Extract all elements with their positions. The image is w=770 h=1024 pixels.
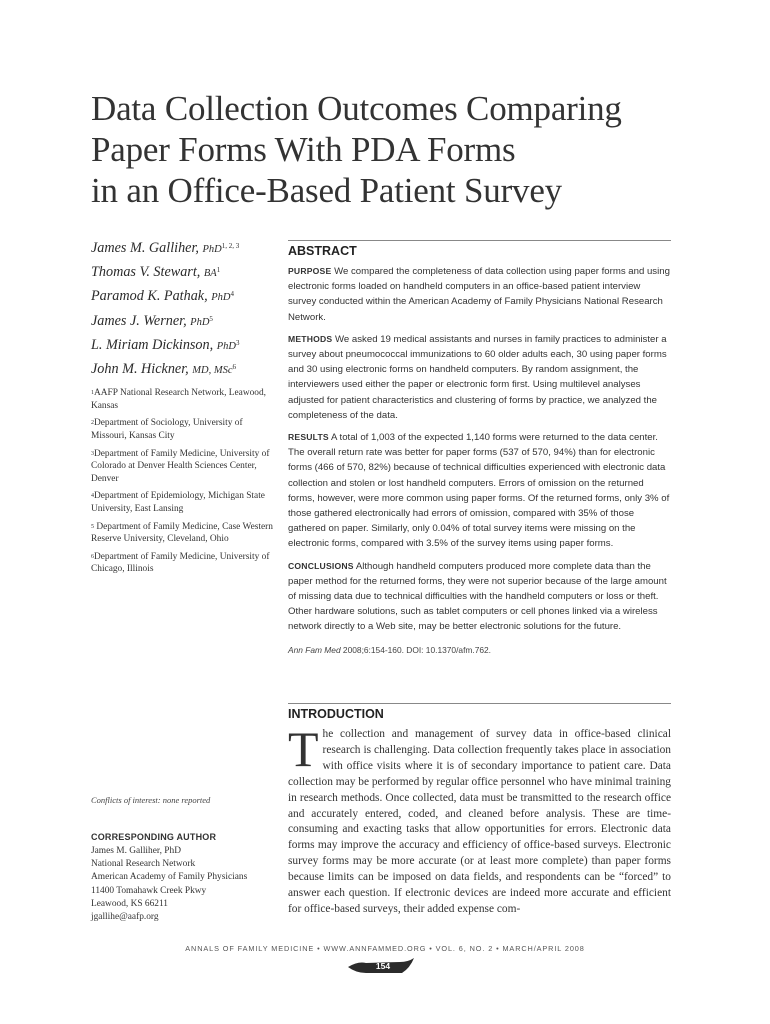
- corresponding-heading: CORRESPONDING AUTHOR: [91, 832, 217, 842]
- citation-journal: Ann Fam Med: [288, 644, 341, 655]
- author-sup: 6: [232, 363, 237, 372]
- author-name: L. Miriam Dickinson,: [91, 336, 214, 353]
- author-item: [91, 285, 279, 309]
- author-sup: 4: [230, 290, 234, 299]
- abstract-label: PURPOSE: [288, 266, 332, 276]
- affiliation-sup: 3: [91, 450, 94, 457]
- author-name: Paramod K. Pathak,: [91, 288, 208, 305]
- author-item: [91, 334, 279, 358]
- author-item: [91, 237, 279, 261]
- author-list: [91, 237, 279, 382]
- affiliation-item: [91, 521, 279, 546]
- author-sup: 1: [216, 266, 221, 275]
- author-degree: PhD: [211, 292, 231, 304]
- affiliation-item: [91, 448, 279, 486]
- corresponding-email[interactable]: jgallihe@aafp.org: [91, 912, 159, 923]
- introduction-section: [288, 703, 671, 918]
- author-item: [91, 358, 279, 382]
- abstract-text: We asked 19 medical assistants and nurses in family practices to administer a survey about pneumococcal immunizations to 60 older adults each, 30 using paper forms and 30 using electronic forms on handheld computers. By random assignment, the interviewers used either the paper or electronic form first. Using multilevel analyses adjusted for patient characteristics and clustering of forms by practice, we analyzed the completeness of the data.: [288, 333, 667, 421]
- article-title: [91, 88, 711, 211]
- affiliation-item: [91, 490, 279, 515]
- abstract-section: [288, 240, 671, 655]
- introduction-text: he collection and management of survey data in office-based clinical research is challenging. Data collection frequently takes place in association with office visits where it is of secondary importance to patient care. Data collection may be performed by regular office personnel who have minimal training in research methods. Once collected, data must be transmitted to the research office and accurately entered, coded, and cleaned before analysis. These are time-consuming and exacting tasks that allow opportunities for errors. Electronic data forms may improve the accuracy and efficiency of office-based surveys. Electronic survey forms may be more accurate (or at least more complete) than paper forms because limits can be imposed on data fields, and respondents can be “forced” to answer each question. If electronic devices are indeed more accurate and efficient for office-based surveys, their added expense com-: [288, 728, 671, 915]
- title-line-3: in an Office-Based Patient Survey: [91, 171, 562, 210]
- author-item: [91, 261, 279, 285]
- abstract-results: [288, 430, 671, 552]
- abstract-purpose: [288, 264, 671, 325]
- author-degree: MD, MSc: [192, 365, 233, 377]
- author-sup: 3: [235, 338, 240, 347]
- author-name: James J. Werner,: [91, 312, 187, 329]
- affiliation-text: Department of Family Medicine, University of Chicago, Illinois: [91, 551, 270, 575]
- conflicts-note: Conflicts of interest: none reported: [91, 795, 211, 805]
- abstract-text: Although handheld computers produced more complete data than the paper method for the returned forms, they were not superior because of the large amount of missing data due to technical difficulties with the handheld computers or loss or theft. Other hardware solutions, such as tablet computers or cell phones linked via a wireless network directly to a Web site, may be better electronic solutions for the future.: [288, 560, 667, 633]
- corresponding-author: [91, 832, 281, 924]
- corresponding-line: American Academy of Family Physicians: [91, 872, 248, 883]
- affiliation-text: Department of Family Medicine, Case Western Reserve University, Cleveland, Ohio: [91, 521, 273, 545]
- author-name: Thomas V. Stewart,: [91, 264, 201, 281]
- affiliation-list: [91, 387, 279, 576]
- affiliation-text: Department of Sociology, University of Missouri, Kansas City: [91, 418, 243, 441]
- author-column: [91, 237, 279, 576]
- citation-details: 2008;6:154-160. DOI: 10.1370/afm.762.: [340, 644, 491, 655]
- abstract-text: A total of 1,003 of the expected 1,140 forms were returned to the data center. The overall return rate was better for paper forms (537 of 570, 94%) than for electronic forms (466 of 570, 82%) because of technical difficulties experienced with electronic data collection and stolen or lost handheld computers. Errors of omission on the returned forms, however, were more common using paper forms. Of the returned forms, only 3% of those gathered electronically had errors of omission, compared with 35% of those gathered on paper. Similarly, only 0.04% of total survey items were missing on the electronic forms, compared with 3.5% of the survey items using paper forms.: [288, 432, 670, 550]
- affiliation-sup: 5: [91, 523, 94, 530]
- affiliation-sup: 2: [91, 420, 94, 427]
- introduction-body: [288, 721, 671, 918]
- page-number: 154: [375, 961, 391, 971]
- affiliation-sup: 1: [91, 390, 94, 397]
- abstract-text: We compared the completeness of data collection using paper forms and using electronic forms loaded on handheld computers in an office-based patient interview survey conducted within the American Academy of Family Physicians National Research Network.: [288, 266, 670, 323]
- corresponding-line: National Research Network: [91, 859, 196, 870]
- abstract-label: CONCLUSIONS: [288, 560, 354, 571]
- introduction-heading: INTRODUCTION: [288, 707, 384, 721]
- author-name: John M. Hickner,: [91, 361, 189, 378]
- affiliation-item: [91, 417, 279, 442]
- title-line-2: Paper Forms With PDA Forms: [91, 130, 516, 169]
- affiliation-item: [91, 387, 279, 412]
- affiliation-text: Department of Family Medicine, University of Colorado at Denver Health Sciences Center, Denver: [91, 448, 270, 484]
- page-number-badge: [346, 956, 416, 978]
- author-degree: PhD: [216, 340, 236, 352]
- abstract-heading: ABSTRACT: [288, 244, 357, 258]
- author-sup: 5: [209, 314, 213, 323]
- author-degree: PhD: [190, 316, 210, 328]
- drop-cap: T: [288, 721, 319, 777]
- abstract-label: RESULTS: [288, 432, 329, 443]
- affiliation-sup: 4: [91, 493, 94, 500]
- abstract-conclusions: [288, 559, 671, 635]
- author-degree: BA: [203, 268, 217, 280]
- journal-footer: ANNALS OF FAMILY MEDICINE • WWW.ANNFAMMED.ORG • VOL. 6, NO. 2 • MARCH/APRIL 2008: [185, 944, 585, 953]
- corresponding-line: Leawood, KS 66211: [91, 898, 168, 909]
- corresponding-line: James M. Galliher, PhD: [91, 846, 181, 856]
- author-name: James M. Galliher,: [91, 240, 199, 256]
- abstract-methods: [288, 332, 671, 423]
- abstract-label: METHODS: [288, 333, 333, 344]
- affiliation-text: Department of Epidemiology, Michigan State University, East Lansing: [91, 491, 265, 514]
- corresponding-line: 11400 Tomahawk Creek Pkwy: [91, 885, 207, 896]
- author-degree: PhD: [202, 244, 222, 255]
- affiliation-sup: 6: [91, 553, 94, 560]
- affiliation-item: [91, 551, 279, 576]
- author-sup: 1, 2, 3: [221, 242, 240, 250]
- affiliation-text: AAFP National Research Network, Leawood, Kansas: [91, 388, 267, 411]
- title-line-1: Data Collection Outcomes Comparing: [91, 89, 622, 128]
- author-item: [91, 310, 279, 334]
- citation: [288, 645, 671, 655]
